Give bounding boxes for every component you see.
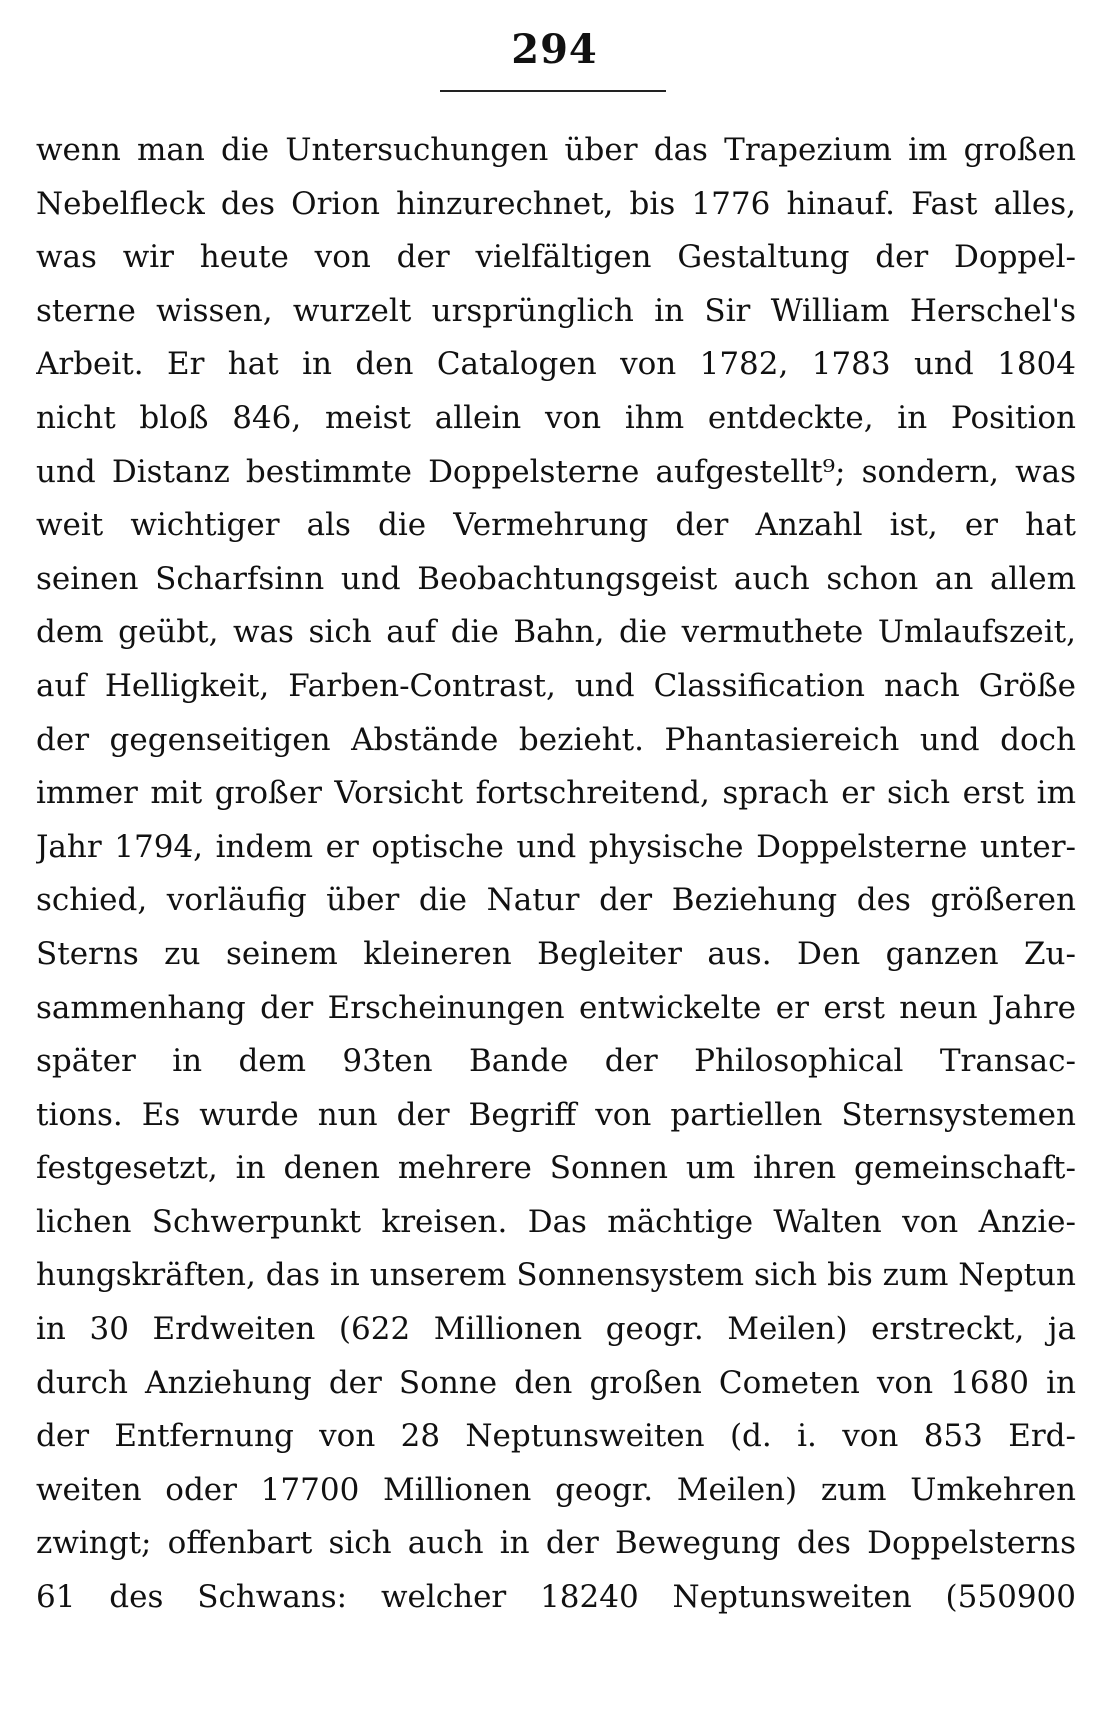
text-line: nicht bloß 846, meist allein von ihm entdeckte, in Position: [36, 399, 1076, 436]
text-line: und Distanz bestimmte Doppelsterne aufgestellt⁹; sondern, was: [36, 453, 1076, 490]
text-line: sammenhang der Erscheinungen entwickelte er erst neun Jahre: [36, 989, 1076, 1026]
text-line: was wir heute von der vielfältigen Gestaltung der Doppel-: [36, 239, 1076, 276]
text-line: schied, vorläufig über die Natur der Beziehung des größeren: [36, 882, 1076, 919]
text-line: 61 des Schwans: welcher 18240 Neptunsweiten (550900: [36, 1579, 1076, 1616]
text-line: weiten oder 17700 Millionen geogr. Meilen) zum Umkehren: [36, 1471, 1076, 1508]
page-number: 294: [511, 26, 598, 73]
text-line: Nebelfleck des Orion hinzurechnet, bis 1776 hinauf. Fast alles,: [36, 185, 1076, 222]
text-line: später in dem 93ten Bande der Philosophical Transac-: [36, 1043, 1076, 1080]
text-line: der Entfernung von 28 Neptunsweiten (d. i. von 853 Erd-: [36, 1418, 1076, 1455]
text-line: immer mit großer Vorsicht fortschreitend, sprach er sich erst im: [36, 775, 1076, 812]
text-line: zwingt; offenbart sich auch in der Bewegung des Doppelsterns: [36, 1525, 1076, 1562]
text-line: auf Helligkeit, Farben-Contrast, und Classification nach Größe: [36, 667, 1076, 704]
text-line: dem geübt, was sich auf die Bahn, die vermuthete Umlaufszeit,: [36, 614, 1076, 651]
text-line: lichen Schwerpunkt kreisen. Das mächtige Walten von Anzie-: [36, 1203, 1076, 1240]
text-line: festgesetzt, in denen mehrere Sonnen um ihren gemeinschaft-: [36, 1150, 1076, 1187]
text-line: Sterns zu seinem kleineren Begleiter aus. Den ganzen Zu-: [36, 935, 1076, 972]
text-line: Arbeit. Er hat in den Catalogen von 1782, 1783 und 1804: [36, 346, 1076, 383]
text-line: der gegenseitigen Abstände bezieht. Phantasiereich und doch: [36, 721, 1076, 758]
text-line: seinen Scharfsinn und Beobachtungsgeist auch schon an allem: [36, 560, 1076, 597]
text-line: in 30 Erdweiten (622 Millionen geogr. Meilen) erstreckt, ja: [36, 1311, 1076, 1348]
text-line: sterne wissen, wurzelt ursprünglich in Sir William Herschel's: [36, 292, 1076, 329]
text-line: wenn man die Untersuchungen über das Trapezium im großen: [36, 132, 1076, 168]
text-line: hungskräften, das in unserem Sonnensystem sich bis zum Neptun: [36, 1257, 1076, 1294]
text-line: weit wichtiger als die Vermehrung der Anzahl ist, er hat: [36, 507, 1076, 544]
body-text: [36, 124, 1076, 1625]
text-line: tions. Es wurde nun der Begriff von partiellen Sternsystemen: [36, 1096, 1076, 1133]
text-line: durch Anziehung der Sonne den großen Cometen von 1680 in: [36, 1364, 1076, 1401]
header-rule: [440, 90, 666, 92]
text-line: Jahr 1794, indem er optische und physische Doppelsterne unter-: [36, 828, 1076, 865]
